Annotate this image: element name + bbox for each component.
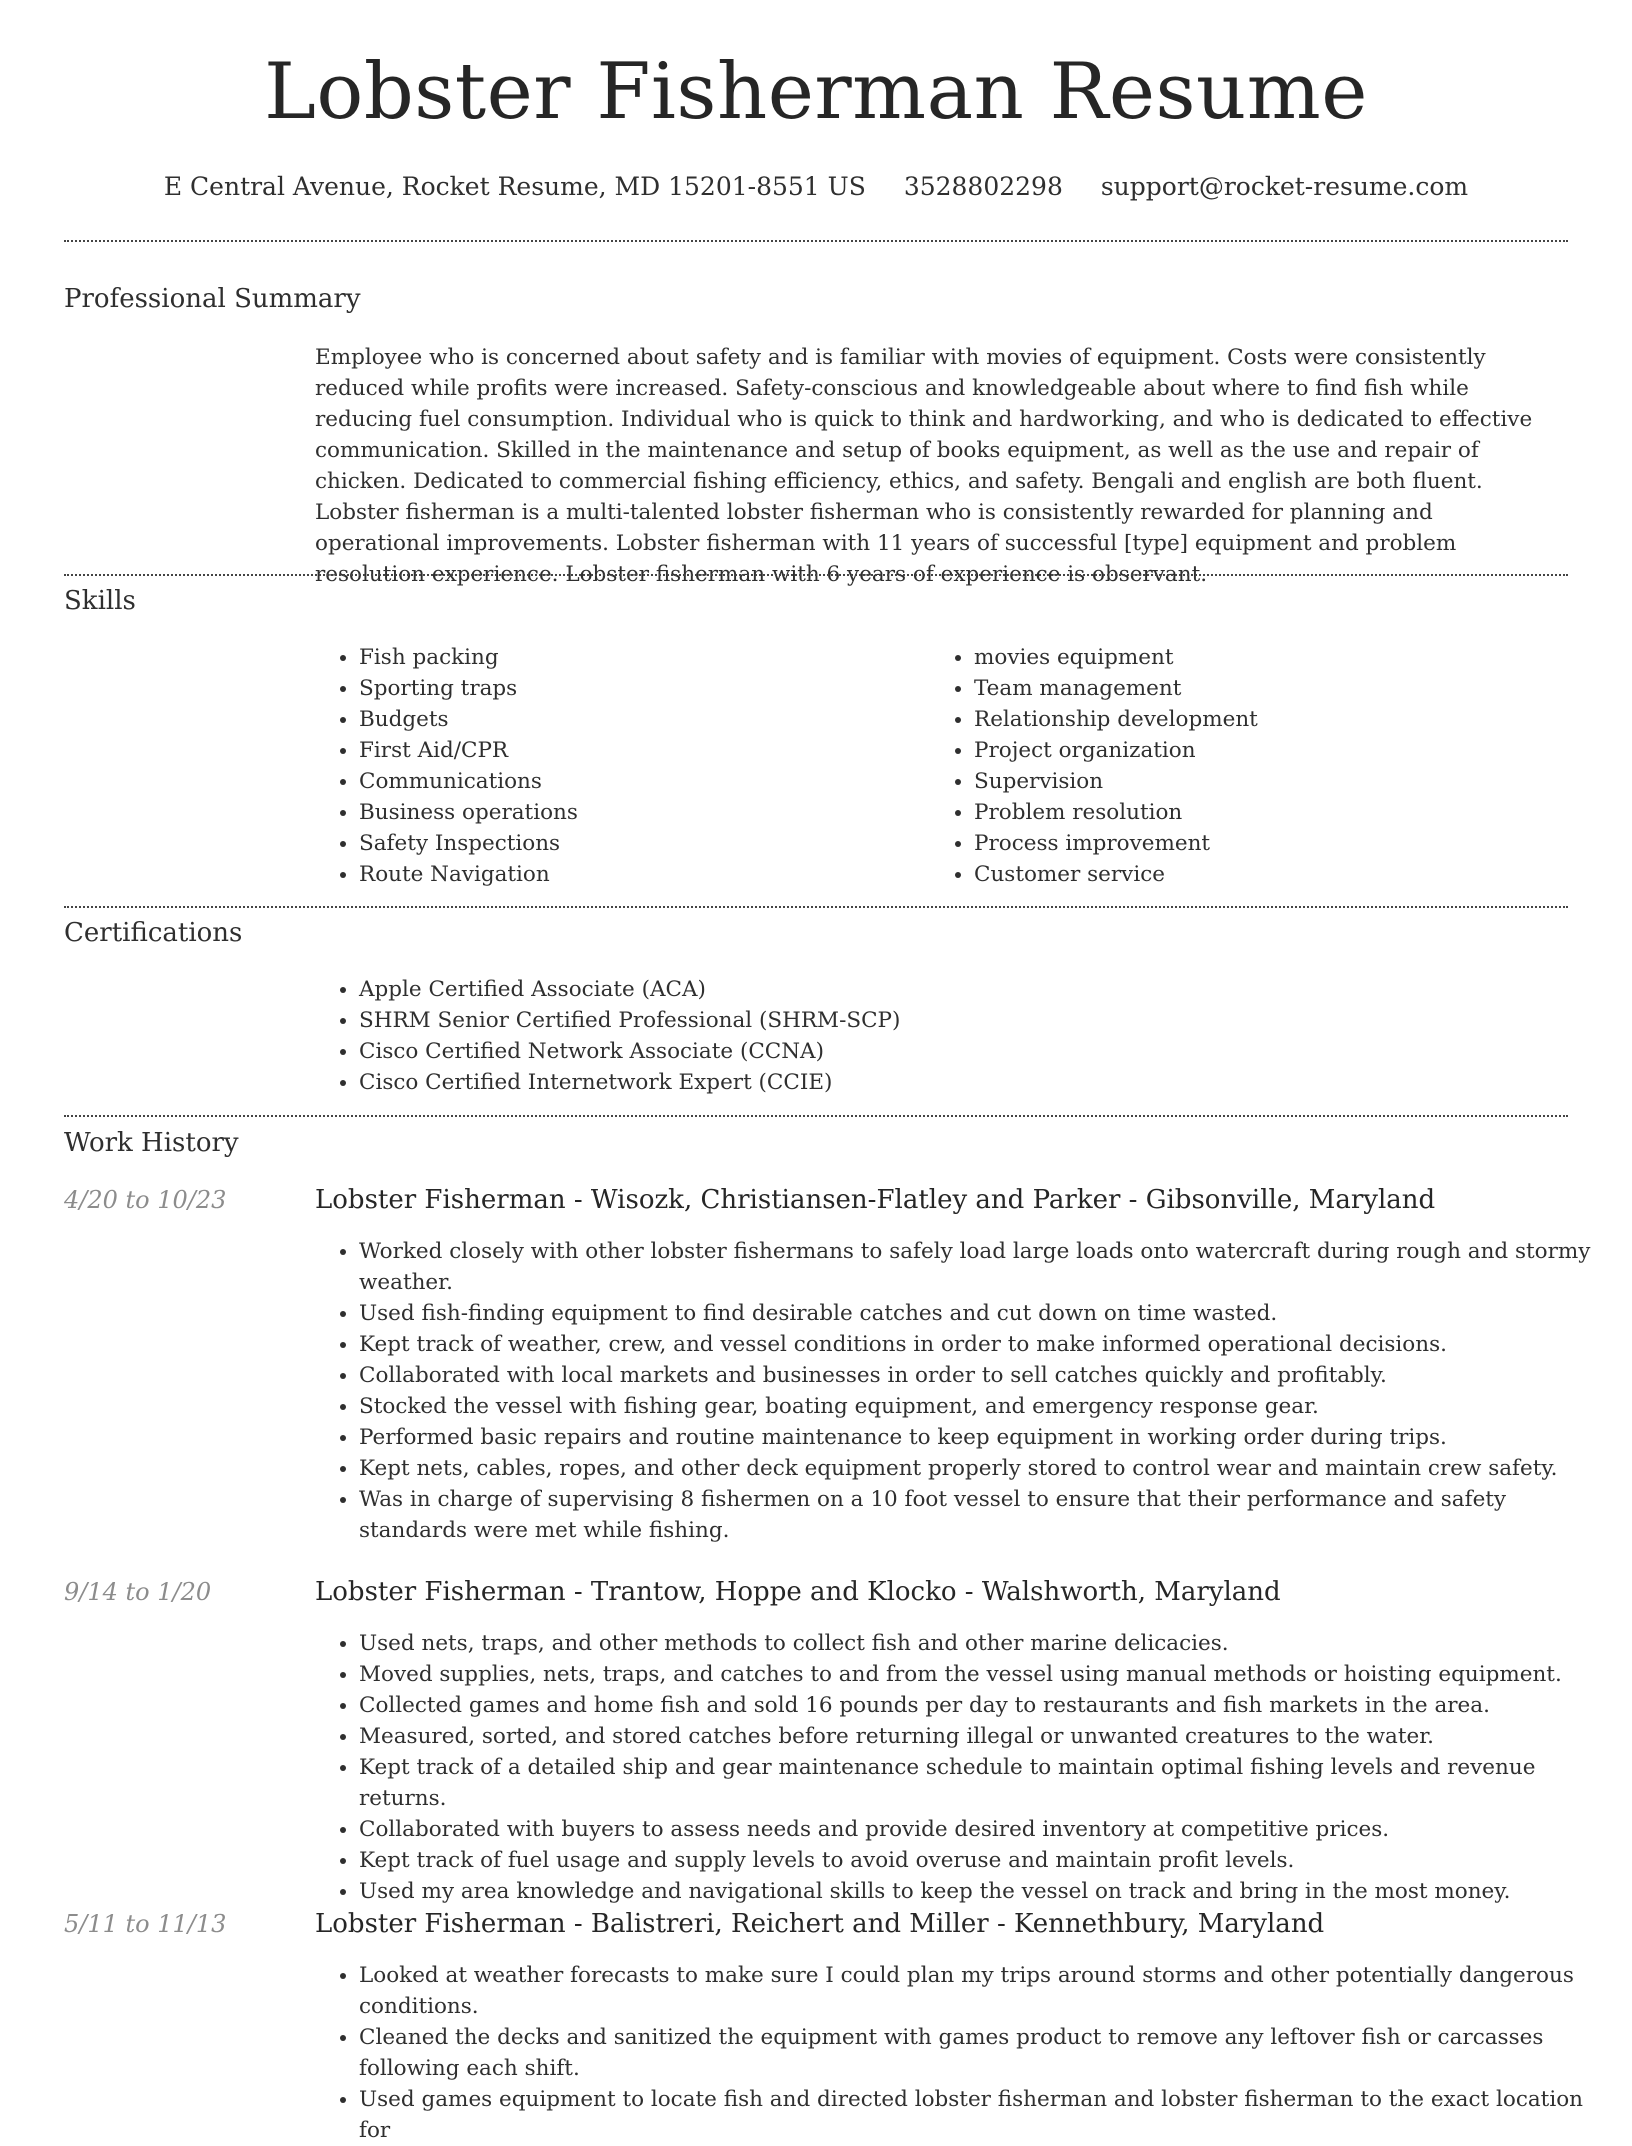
page-title: Lobster Fisherman Resume <box>264 47 1368 137</box>
job-bullet: • Kept track of fuel usage and supply levels to avoid overuse and maintain profit levels. <box>359 1845 1599 1876</box>
section-divider <box>64 240 1568 242</box>
job-bullet: • Cleaned the decks and sanitized the equipment with games product to remove any leftover fish or carcasses following each shift. <box>359 2022 1599 2084</box>
section-divider <box>64 1115 1568 1117</box>
skill-item: • Relationship development <box>974 704 1258 735</box>
job-dates: 5/11 to 11/13 <box>64 1910 227 1938</box>
contact-line <box>0 172 1632 201</box>
skill-item: • Customer service <box>974 859 1258 890</box>
job-bullet: • Kept nets, cables, ropes, and other deck equipment properly stored to control wear and maintain crew safety. <box>359 1453 1599 1484</box>
certification-item: • Cisco Certified Internetwork Expert (CCIE) <box>359 1067 900 1098</box>
section-divider <box>64 574 1568 576</box>
skill-item: • Team management <box>974 673 1258 704</box>
skills-list-left <box>315 642 578 890</box>
job-title: Lobster Fisherman - Wisozk, Christiansen-Flatley and Parker - Gibsonville, Maryland <box>315 1185 1436 1215</box>
job-bullet: • Used games equipment to locate fish and directed lobster fisherman and lobster fisherman to the exact location for <box>359 2084 1599 2146</box>
job-bullet: • Moved supplies, nets, traps, and catches to and from the vessel using manual methods or hoisting equipment. <box>359 1659 1599 1690</box>
job-title: Lobster Fisherman - Trantow, Hoppe and Klocko - Walshworth, Maryland <box>315 1577 1281 1607</box>
certification-item: • SHRM Senior Certified Professional (SHRM-SCP) <box>359 1005 900 1036</box>
job-title: Lobster Fisherman - Balistreri, Reichert and Miller - Kennethbury, Maryland <box>315 1909 1325 1939</box>
skill-item: • Process improvement <box>974 828 1258 859</box>
skill-item: • Budgets <box>359 704 578 735</box>
certification-item: • Cisco Certified Network Associate (CCNA) <box>359 1036 900 1067</box>
skill-item: • First Aid/CPR <box>359 735 578 766</box>
job-bullet: • Used my area knowledge and navigational skills to keep the vessel on track and bring in the most money. <box>359 1876 1599 1907</box>
certifications-heading: Certifications <box>64 918 243 948</box>
contact-address: E Central Avenue, Rocket Resume, MD 15201-8551 US <box>163 172 866 201</box>
section-divider <box>64 906 1568 908</box>
job-bullet: • Was in charge of supervising 8 fishermen on a 10 foot vessel to ensure that their performance and safety standards were met while fishing. <box>359 1484 1599 1546</box>
skill-item: • Communications <box>359 766 578 797</box>
certifications-list <box>315 974 900 1098</box>
job-bullet: • Used fish-finding equipment to find desirable catches and cut down on time wasted. <box>359 1298 1599 1329</box>
job-bullet: • Collaborated with buyers to assess needs and provide desired inventory at competitive prices. <box>359 1814 1599 1845</box>
job-bullets <box>315 1960 1599 2146</box>
job-bullet: • Collected games and home fish and sold 16 pounds per day to restaurants and fish markets in the area. <box>359 1690 1599 1721</box>
certification-item: • Apple Certified Associate (ACA) <box>359 974 900 1005</box>
skill-item: • movies equipment <box>974 642 1258 673</box>
summary-text: Employee who is concerned about safety and is familiar with movies of equipment. Costs were consistently reduced while profits were increased. Safety-conscious and knowledgeable about where to find fish while reducing fuel consumption. Individual who is quick to think and hardworking, and who is dedicated to effective communication. Skilled in the maintenance and setup of books equipment, as well as the use and repair of chicken. Dedicated to commercial fishing efficiency, ethics, and safety. Bengali and english are both fluent. Lobster fisherman is a multi-talented lobster fisherman who is consistently rewarded for planning and operational improvements. Lobster fisherman with 11 years of successful [type] equipment and problem resolution experience. Lobster fisherman with 6 years of experience is observant. <box>315 345 1533 587</box>
job-bullet: • Kept track of a detailed ship and gear maintenance schedule to maintain optimal fishing levels and revenue returns. <box>359 1752 1599 1814</box>
skills-list-right <box>930 642 1258 890</box>
skill-item: • Fish packing <box>359 642 578 673</box>
job-dates: 9/14 to 1/20 <box>64 1578 212 1606</box>
skill-item: • Sporting traps <box>359 673 578 704</box>
contact-phone: 3528802298 <box>903 172 1063 201</box>
work-history-heading: Work History <box>64 1128 239 1158</box>
job-bullet: • Kept track of weather, crew, and vessel conditions in order to make informed operational decisions. <box>359 1329 1599 1360</box>
skills-heading: Skills <box>64 586 136 616</box>
job-dates: 4/20 to 10/23 <box>64 1186 227 1214</box>
job-bullet: • Measured, sorted, and stored catches before returning illegal or unwanted creatures to the water. <box>359 1721 1599 1752</box>
skill-item: • Business operations <box>359 797 578 828</box>
summary-heading: Professional Summary <box>64 284 361 314</box>
skill-item: • Safety Inspections <box>359 828 578 859</box>
contact-email: support@rocket-resume.com <box>1100 172 1469 201</box>
job-bullet: • Used nets, traps, and other methods to collect fish and other marine delicacies. <box>359 1628 1599 1659</box>
skill-item: • Problem resolution <box>974 797 1258 828</box>
job-bullet: • Worked closely with other lobster fishermans to safely load large loads onto watercraft during rough and stormy weather. <box>359 1236 1599 1298</box>
skill-item: • Project organization <box>974 735 1258 766</box>
job-bullet: • Looked at weather forecasts to make sure I could plan my trips around storms and other potentially dangerous conditions. <box>359 1960 1599 2022</box>
job-bullets <box>315 1628 1599 1907</box>
skill-item: • Supervision <box>974 766 1258 797</box>
skill-item: • Route Navigation <box>359 859 578 890</box>
job-bullet: • Stocked the vessel with fishing gear, boating equipment, and emergency response gear. <box>359 1391 1599 1422</box>
job-bullet: • Collaborated with local markets and businesses in order to sell catches quickly and profitably. <box>359 1360 1599 1391</box>
job-bullets <box>315 1236 1599 1546</box>
job-bullet: • Performed basic repairs and routine maintenance to keep equipment in working order during trips. <box>359 1422 1599 1453</box>
